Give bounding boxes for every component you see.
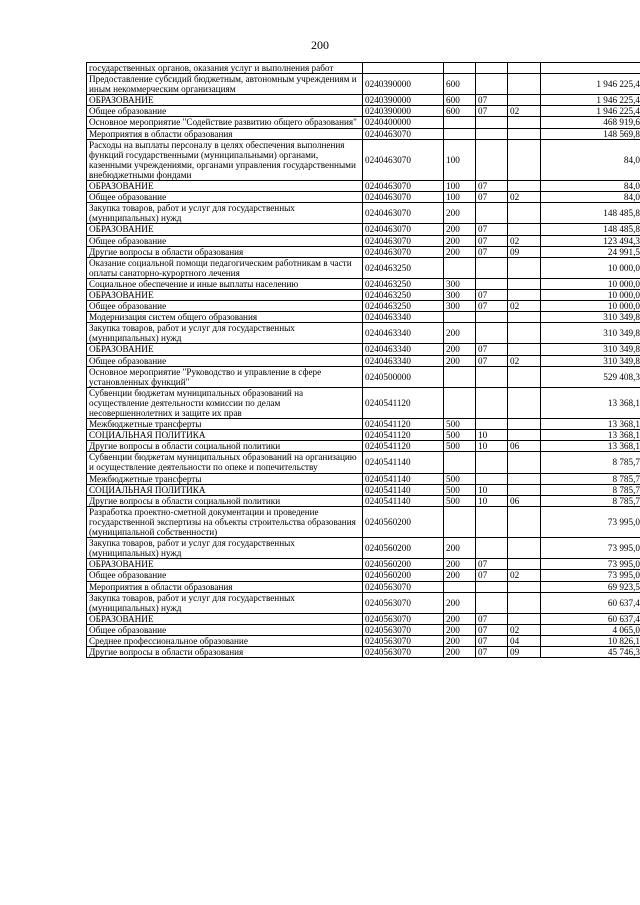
row-subsection: 02 (508, 235, 541, 246)
row-expense-type (444, 452, 476, 473)
row-code: 0240563070 (363, 581, 444, 592)
row-name: Социальное обеспечение и иные выплаты населению (87, 278, 363, 289)
table-row (87, 106, 640, 117)
row-expense-type: 500 (444, 484, 476, 495)
table-row (87, 484, 640, 495)
table-row (87, 224, 640, 235)
row-amount: 8 785,7 (541, 473, 640, 484)
row-expense-type: 200 (444, 538, 476, 559)
row-section (476, 452, 508, 473)
row-amount: 310 349,8 (541, 323, 640, 344)
row-section: 07 (476, 192, 508, 203)
row-amount: 310 349,8 (541, 344, 640, 355)
row-subsection: 09 (508, 246, 541, 257)
row-amount: 1 946 225,4 (541, 95, 640, 106)
row-subsection: 02 (508, 106, 541, 117)
row-code: 0240463070 (363, 181, 444, 192)
row-name: Другие вопросы в области образования (87, 246, 363, 257)
row-amount: 84,0 (541, 192, 640, 203)
row-expense-type (444, 312, 476, 323)
row-name: Общее образование (87, 192, 363, 203)
row-section (476, 117, 508, 128)
table-row (87, 312, 640, 323)
row-name: Общее образование (87, 301, 363, 312)
table-row (87, 647, 640, 658)
row-amount: 24 991,5 (541, 246, 640, 257)
row-expense-type: 300 (444, 289, 476, 300)
row-section (476, 473, 508, 484)
table-row (87, 235, 640, 246)
row-amount: 148 485,8 (541, 224, 640, 235)
row-name: государственных органов, оказания услуг и выполнения работ (87, 63, 363, 74)
row-code: 0240400000 (363, 117, 444, 128)
row-amount: 10 000,0 (541, 257, 640, 278)
row-amount: 468 919,6 (541, 117, 640, 128)
row-amount: 60 637,4 (541, 613, 640, 624)
row-section (476, 278, 508, 289)
row-code: 0240560200 (363, 538, 444, 559)
row-expense-type (444, 581, 476, 592)
page-number: 200 (311, 38, 329, 52)
row-subsection (508, 538, 541, 559)
row-expense-type: 200 (444, 344, 476, 355)
row-code: 0240463070 (363, 224, 444, 235)
row-name: Субвенции бюджетам муниципальных образований на осуществление деятельности комиссии по делам несовершеннолетних и защите их прав (87, 387, 363, 418)
row-code (363, 63, 444, 74)
row-code: 0240541120 (363, 441, 444, 452)
row-code: 0240541140 (363, 495, 444, 506)
table-row (87, 419, 640, 430)
row-name: Предоставление субсидий бюджетным, автономным учреждениям и иным некоммерческим организациям (87, 74, 363, 95)
row-amount: 13 368,1 (541, 419, 640, 430)
row-subsection: 02 (508, 570, 541, 581)
table-row (87, 506, 640, 537)
table-row (87, 139, 640, 180)
row-section: 07 (476, 624, 508, 635)
row-name: Модернизация систем общего образования (87, 312, 363, 323)
row-expense-type: 500 (444, 430, 476, 441)
row-expense-type: 200 (444, 570, 476, 581)
row-expense-type (444, 387, 476, 418)
row-subsection (508, 128, 541, 139)
row-subsection (508, 473, 541, 484)
row-section: 10 (476, 430, 508, 441)
budget-table-body (87, 63, 640, 658)
row-section: 10 (476, 484, 508, 495)
row-subsection: 02 (508, 624, 541, 635)
row-subsection (508, 387, 541, 418)
row-name: Субвенции бюджетам муниципальных образований на организацию и осуществление деятельности по опеке и попечительству (87, 452, 363, 473)
row-name: ОБРАЗОВАНИЕ (87, 559, 363, 570)
row-subsection (508, 613, 541, 624)
row-expense-type: 200 (444, 323, 476, 344)
row-code: 0240463250 (363, 289, 444, 300)
row-name: Разработка проектно-сметной документации и проведение государственной экспертизы на объекты строительства образования (муниципальной собственности) (87, 506, 363, 537)
table-row (87, 624, 640, 635)
row-amount: 310 349,8 (541, 355, 640, 366)
row-amount: 13 368,1 (541, 430, 640, 441)
row-code: 0240500000 (363, 366, 444, 387)
row-code: 0240563070 (363, 635, 444, 646)
row-amount: 73 995,0 (541, 538, 640, 559)
row-expense-type: 500 (444, 495, 476, 506)
row-amount: 10 000,0 (541, 289, 640, 300)
row-code: 0240563070 (363, 647, 444, 658)
row-section: 07 (476, 647, 508, 658)
row-name: Закупка товаров, работ и услуг для государственных (муниципальных) нужд (87, 538, 363, 559)
table-row (87, 452, 640, 473)
row-section (476, 74, 508, 95)
table-row (87, 366, 640, 387)
table-row (87, 323, 640, 344)
row-amount: 4 065,0 (541, 624, 640, 635)
row-expense-type: 200 (444, 246, 476, 257)
row-subsection (508, 95, 541, 106)
row-code: 0240563070 (363, 613, 444, 624)
row-amount (541, 63, 640, 74)
row-amount: 84,0 (541, 181, 640, 192)
row-name: ОБРАЗОВАНИЕ (87, 224, 363, 235)
table-row (87, 581, 640, 592)
row-name: Среднее профессиональное образование (87, 635, 363, 646)
row-subsection (508, 181, 541, 192)
table-row (87, 538, 640, 559)
table-row (87, 117, 640, 128)
row-code: 0240463340 (363, 323, 444, 344)
row-section: 07 (476, 106, 508, 117)
row-expense-type (444, 128, 476, 139)
row-name: ОБРАЗОВАНИЕ (87, 344, 363, 355)
row-amount: 84,0 (541, 139, 640, 180)
row-subsection (508, 63, 541, 74)
row-name: Мероприятия в области образования (87, 581, 363, 592)
row-expense-type (444, 506, 476, 537)
row-subsection (508, 203, 541, 224)
table-row (87, 559, 640, 570)
row-code: 0240560200 (363, 506, 444, 537)
row-code: 0240463340 (363, 355, 444, 366)
row-amount: 8 785,7 (541, 495, 640, 506)
row-subsection (508, 289, 541, 300)
row-section: 07 (476, 246, 508, 257)
row-section: 10 (476, 495, 508, 506)
row-subsection (508, 559, 541, 570)
row-section: 07 (476, 355, 508, 366)
table-row (87, 289, 640, 300)
row-section: 07 (476, 95, 508, 106)
row-name: Основное мероприятие "Содействие развитию общего образования" (87, 117, 363, 128)
table-row (87, 301, 640, 312)
row-subsection: 06 (508, 441, 541, 452)
row-section (476, 312, 508, 323)
row-name: Оказание социальной помощи педагогическим работникам в части оплаты санаторно-курортного лечения (87, 257, 363, 278)
row-expense-type: 200 (444, 355, 476, 366)
row-section (476, 366, 508, 387)
row-section (476, 538, 508, 559)
row-subsection: 02 (508, 192, 541, 203)
row-subsection (508, 452, 541, 473)
row-section: 07 (476, 613, 508, 624)
row-code: 0240563070 (363, 624, 444, 635)
row-amount: 529 408,3 (541, 366, 640, 387)
table-row (87, 635, 640, 646)
row-name: Общее образование (87, 106, 363, 117)
row-expense-type: 100 (444, 192, 476, 203)
row-subsection (508, 323, 541, 344)
row-name: СОЦИАЛЬНАЯ ПОЛИТИКА (87, 484, 363, 495)
row-code: 0240560200 (363, 559, 444, 570)
row-expense-type: 200 (444, 235, 476, 246)
row-section (476, 203, 508, 224)
row-section (476, 419, 508, 430)
row-expense-type (444, 117, 476, 128)
row-subsection: 06 (508, 495, 541, 506)
row-name: ОБРАЗОВАНИЕ (87, 289, 363, 300)
row-subsection: 02 (508, 301, 541, 312)
row-amount: 13 368,1 (541, 387, 640, 418)
row-expense-type: 500 (444, 441, 476, 452)
row-expense-type: 200 (444, 592, 476, 613)
row-code: 0240541120 (363, 387, 444, 418)
table-row (87, 613, 640, 624)
table-row (87, 387, 640, 418)
row-amount: 10 000,0 (541, 301, 640, 312)
row-subsection (508, 117, 541, 128)
table-row (87, 257, 640, 278)
row-section (476, 257, 508, 278)
row-section: 07 (476, 224, 508, 235)
row-code: 0240463250 (363, 278, 444, 289)
row-code: 0240463250 (363, 257, 444, 278)
row-name: Межбюджетные трансферты (87, 473, 363, 484)
row-amount: 73 995,0 (541, 559, 640, 570)
row-code: 0240541140 (363, 473, 444, 484)
row-code: 0240463340 (363, 344, 444, 355)
row-amount: 123 494,3 (541, 235, 640, 246)
row-code: 0240390000 (363, 106, 444, 117)
row-name: Основное мероприятие "Руководство и управление в сфере установленных функций" (87, 366, 363, 387)
row-name: ОБРАЗОВАНИЕ (87, 181, 363, 192)
row-name: Межбюджетные трансферты (87, 419, 363, 430)
row-code: 0240463070 (363, 139, 444, 180)
row-section (476, 323, 508, 344)
table-row (87, 63, 640, 74)
row-section: 10 (476, 441, 508, 452)
row-name: Расходы на выплаты персоналу в целях обеспечения выполнения функций государственными (муниципальными) органами, казенными учреждениями, органами управления государственными внебюджетными фондами (87, 139, 363, 180)
row-code: 0240541120 (363, 430, 444, 441)
row-expense-type: 200 (444, 224, 476, 235)
row-expense-type (444, 257, 476, 278)
row-section: 07 (476, 570, 508, 581)
table-row (87, 278, 640, 289)
row-expense-type: 300 (444, 278, 476, 289)
row-subsection (508, 484, 541, 495)
row-expense-type: 100 (444, 181, 476, 192)
row-expense-type: 200 (444, 613, 476, 624)
row-amount: 148 485,8 (541, 203, 640, 224)
table-row (87, 344, 640, 355)
row-subsection (508, 581, 541, 592)
row-amount: 45 746,3 (541, 647, 640, 658)
row-expense-type: 600 (444, 95, 476, 106)
row-subsection (508, 139, 541, 180)
row-code: 0240390000 (363, 74, 444, 95)
row-section: 07 (476, 289, 508, 300)
row-expense-type: 600 (444, 106, 476, 117)
budget-table (86, 62, 640, 658)
table-row (87, 355, 640, 366)
row-amount: 60 637,4 (541, 592, 640, 613)
table-row (87, 246, 640, 257)
row-name: Другие вопросы в области социальной политики (87, 495, 363, 506)
row-amount: 8 785,7 (541, 484, 640, 495)
row-expense-type: 300 (444, 301, 476, 312)
row-section: 07 (476, 559, 508, 570)
row-code: 0240463070 (363, 203, 444, 224)
table-row (87, 128, 640, 139)
row-expense-type: 200 (444, 635, 476, 646)
row-code: 0240390000 (363, 95, 444, 106)
row-section (476, 581, 508, 592)
table-row (87, 570, 640, 581)
row-name: Закупка товаров, работ и услуг для государственных (муниципальных) нужд (87, 203, 363, 224)
row-name: Закупка товаров, работ и услуг для государственных (муниципальных) нужд (87, 323, 363, 344)
row-expense-type: 200 (444, 203, 476, 224)
table-row (87, 95, 640, 106)
row-expense-type: 100 (444, 139, 476, 180)
row-subsection (508, 506, 541, 537)
row-code: 0240541120 (363, 419, 444, 430)
row-amount: 10 826,1 (541, 635, 640, 646)
row-name: Другие вопросы в области социальной политики (87, 441, 363, 452)
row-subsection (508, 419, 541, 430)
row-subsection (508, 224, 541, 235)
table-row (87, 181, 640, 192)
row-name: Общее образование (87, 355, 363, 366)
row-code: 0240463070 (363, 192, 444, 203)
row-name: ОБРАЗОВАНИЕ (87, 95, 363, 106)
row-subsection (508, 257, 541, 278)
row-expense-type: 200 (444, 624, 476, 635)
row-amount: 69 923,5 (541, 581, 640, 592)
row-expense-type: 600 (444, 74, 476, 95)
row-code: 0240541140 (363, 452, 444, 473)
row-subsection (508, 278, 541, 289)
row-amount: 8 785,7 (541, 452, 640, 473)
row-amount: 10 000,0 (541, 278, 640, 289)
row-subsection (508, 74, 541, 95)
table-row (87, 495, 640, 506)
row-code: 0240541140 (363, 484, 444, 495)
row-code: 0240463250 (363, 301, 444, 312)
row-expense-type: 500 (444, 419, 476, 430)
row-expense-type (444, 366, 476, 387)
row-section (476, 592, 508, 613)
row-subsection (508, 592, 541, 613)
row-section: 07 (476, 635, 508, 646)
row-expense-type: 500 (444, 473, 476, 484)
row-name: Закупка товаров, работ и услуг для государственных (муниципальных) нужд (87, 592, 363, 613)
row-name: Общее образование (87, 235, 363, 246)
row-name: Общее образование (87, 624, 363, 635)
row-section: 07 (476, 235, 508, 246)
table-row (87, 473, 640, 484)
row-section (476, 63, 508, 74)
row-amount: 73 995,0 (541, 506, 640, 537)
row-name: СОЦИАЛЬНАЯ ПОЛИТИКА (87, 430, 363, 441)
table-row (87, 592, 640, 613)
row-section (476, 139, 508, 180)
row-code: 0240463070 (363, 246, 444, 257)
row-section: 07 (476, 344, 508, 355)
row-subsection (508, 366, 541, 387)
row-subsection: 02 (508, 355, 541, 366)
row-subsection (508, 430, 541, 441)
row-amount: 13 368,1 (541, 441, 640, 452)
row-code: 0240463070 (363, 235, 444, 246)
table-row (87, 203, 640, 224)
row-code: 0240463070 (363, 128, 444, 139)
row-amount: 1 946 225,4 (541, 106, 640, 117)
row-expense-type (444, 63, 476, 74)
row-section (476, 506, 508, 537)
row-section: 07 (476, 301, 508, 312)
row-amount: 73 995,0 (541, 570, 640, 581)
row-subsection: 09 (508, 647, 541, 658)
row-name: Общее образование (87, 570, 363, 581)
row-name: ОБРАЗОВАНИЕ (87, 613, 363, 624)
row-amount: 148 569,8 (541, 128, 640, 139)
row-subsection (508, 344, 541, 355)
row-expense-type: 200 (444, 647, 476, 658)
row-name: Другие вопросы в области образования (87, 647, 363, 658)
row-name: Мероприятия в области образования (87, 128, 363, 139)
table-row (87, 430, 640, 441)
row-code: 0240463340 (363, 312, 444, 323)
row-subsection (508, 312, 541, 323)
table-row (87, 192, 640, 203)
table-row (87, 441, 640, 452)
row-section (476, 128, 508, 139)
row-code: 0240560200 (363, 570, 444, 581)
row-amount: 310 349,8 (541, 312, 640, 323)
row-amount: 1 946 225,4 (541, 74, 640, 95)
table-row (87, 74, 640, 95)
row-section: 07 (476, 181, 508, 192)
row-expense-type: 200 (444, 559, 476, 570)
row-section (476, 387, 508, 418)
row-code: 0240563070 (363, 592, 444, 613)
row-subsection: 04 (508, 635, 541, 646)
